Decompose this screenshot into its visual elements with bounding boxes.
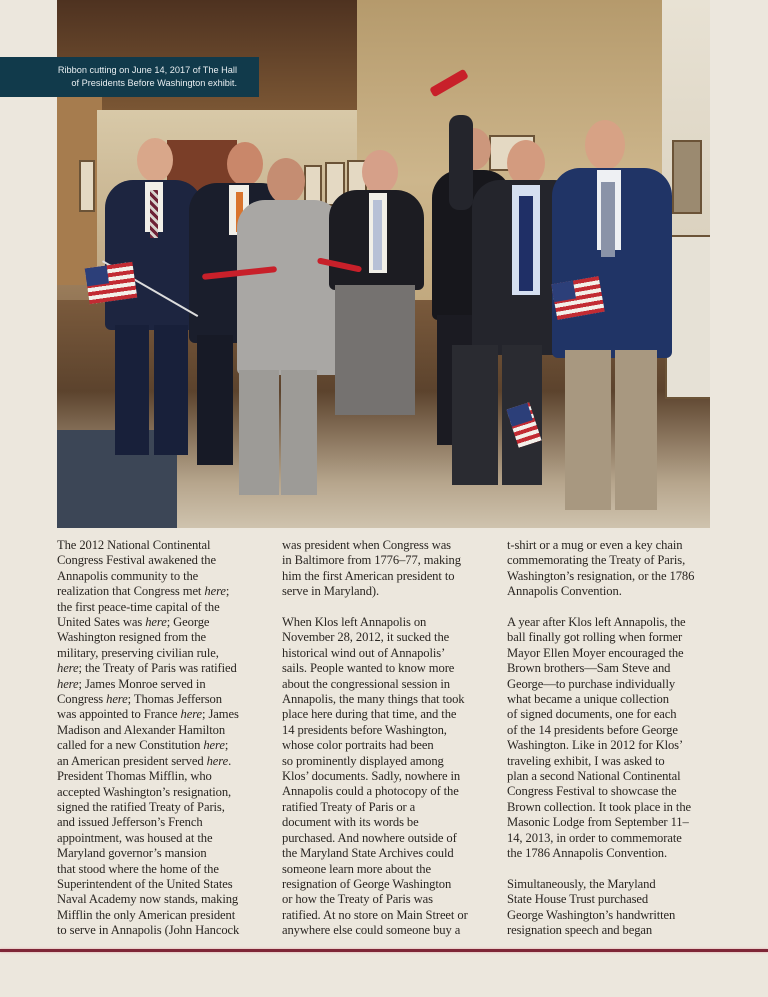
text-line: United Sates was here; George [57,615,210,630]
text-column-2 [282,538,500,954]
text-line: The 2012 National Continental [57,538,211,552]
wall-portrait [79,160,95,212]
display-board [672,140,702,214]
text-line: serve in Maryland). [282,584,380,599]
text-line: Annapolis, the many things that took [282,692,465,707]
emphasis: here [57,661,79,676]
text-line: Mifflin the only American president [57,907,236,922]
text-line: was president when Congress was [282,538,451,552]
text-line: appointment, was housed at the [57,830,213,845]
text-line: Naval Academy now stands, making [57,892,239,907]
text-line: document with its words be [282,815,419,830]
text-line: resignation of George Washington [282,876,452,891]
text-line: military, preserving civilian rule, [57,645,219,660]
emphasis: here [206,753,229,768]
text-line: him the first American president to [282,568,455,583]
text-line: in Baltimore from 1776–77, making [282,553,461,568]
text-line: the Maryland State Archives could [282,846,454,861]
text-line: Washington. Like in 2012 for Klos’ [507,738,684,753]
text-line: traveling exhibit, I was asked to [507,753,665,768]
paragraph [507,615,725,862]
text-line: Annapolis could a photocopy of the [282,784,459,799]
text-line: Annapolis community to the [57,568,199,583]
text-line: what became a unique collection [507,692,669,707]
text-line: here; James Monroe served in [57,676,206,691]
text-line: of the 14 presidents before George [507,722,678,737]
paragraph [282,615,500,939]
american-flag [85,262,138,304]
text-line: Brown collection. It took place in the [507,799,692,814]
text-line: plan a second National Continental [507,769,681,784]
text-line: an American president served here. [57,753,232,768]
text-line: historical wind out of Annapolis’ [282,645,446,660]
text-line: A year after Klos left Annapolis, the [507,615,686,630]
text-line: whose color portraits had been [282,738,434,753]
emphasis: here [145,615,167,630]
text-line: Washington resigned from the [57,630,207,645]
text-line: to serve in Annapolis (John Hancock [57,923,240,938]
text-line: ball finally got rolling when former [507,630,683,645]
paragraph [57,538,275,939]
text-line: 14 presidents before Washington, [282,722,447,737]
emphasis: here [57,676,79,691]
wall-portrait [304,165,322,205]
text-line: November 28, 2012, it sucked the [282,630,450,645]
text-line: place here during that time, and the [282,707,457,722]
text-line: ratified. At no store on Main Street or [282,907,468,922]
text-line: State House Trust purchased [507,892,649,907]
text-column-1 [57,538,275,954]
photo-caption [0,57,259,97]
text-line: Maryland governor’s mansion [57,846,207,861]
text-line: resignation speech and began [507,923,653,938]
paragraph [507,877,725,939]
text-line: Annapolis Convention. [507,584,622,599]
emphasis: here [180,707,203,722]
emphasis: here [106,692,128,707]
text-line: Congress Festival to showcase the [507,784,677,799]
text-line: Klos’ documents. Sadly, nowhere in [282,769,461,784]
text-line: signed the ratified Treaty of Paris, [57,799,225,814]
text-line: 14, 2013, in order to commemorate [507,830,682,845]
caption-line-2: of Presidents Before Washington exhibit. [71,78,237,88]
text-line: accepted Washington’s resignation, [57,784,232,799]
text-line: Congress Festival awakened the [57,553,216,568]
text-line: of signed documents, one for each [507,707,677,722]
paragraph [282,538,500,600]
text-line: or how the Treaty of Paris was [282,892,433,907]
text-line: Superintendent of the United States [57,876,233,891]
emphasis: here [204,584,226,599]
text-line: sails. People wanted to know more [282,661,455,676]
text-line: commemorating the Treaty of Paris, [507,553,686,568]
text-line: Madison and Alexander Hamilton [57,722,226,737]
text-line: here; the Treaty of Paris was ratified [57,661,237,676]
text-line: the 1786 Annapolis Convention. [507,846,668,861]
footer-rule [0,949,768,952]
text-line: so prominently displayed among [282,753,444,768]
text-line: about the congressional session in [282,676,450,691]
text-line: George—to purchase individually [507,676,676,691]
text-line: ratified Treaty of Paris or a [282,799,416,814]
text-line: When Klos left Annapolis on [282,615,427,630]
text-line: George Washington’s handwritten [507,907,676,922]
text-line: Congress here; Thomas Jefferson [57,692,222,707]
text-line: Washington’s resignation, or the 1786 [507,568,695,583]
text-line: was appointed to France here; James [57,707,239,722]
emphasis: here [203,738,225,753]
text-line: realization that Congress met here; [57,584,230,599]
text-line: the first peace-time capital of the [57,599,220,614]
text-line: Brown brothers—Sam Steve and [507,661,671,676]
text-line: Mayor Ellen Moyer encouraged the [507,645,684,660]
text-line: that stood where the home of the [57,861,219,876]
text-line: President Thomas Mifflin, who [57,769,212,784]
text-line: purchased. And nowhere outside of [282,830,457,845]
text-line: called for a new Constitution here; [57,738,229,753]
text-line: and issued Jefferson’s French [57,815,203,830]
text-line: anywhere else could someone buy a [282,923,461,938]
text-line: Masonic Lodge from September 11– [507,815,689,830]
text-line: t-shirt or a mug or even a key chain [507,538,683,552]
text-column-3 [507,538,725,954]
text-line: Simultaneously, the Maryland [507,876,656,891]
text-line: someone learn more about the [282,861,431,876]
paragraph [507,538,725,600]
caption-line-1: Ribbon cutting on June 14, 2017 of The Hall [57,65,237,75]
